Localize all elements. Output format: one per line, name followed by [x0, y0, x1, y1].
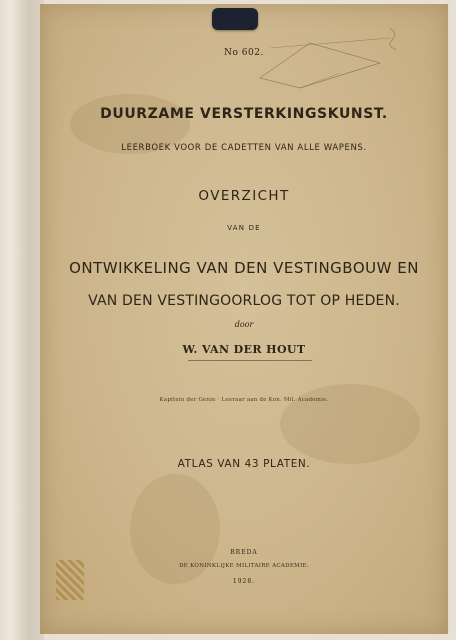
atlas-note: ATLAS VAN 43 PLATEN. — [177, 458, 311, 470]
catalog-number: No 602. — [224, 48, 264, 58]
publisher: DE KONINKLIJKE MILITAIRE ACADEMIE. — [179, 563, 309, 569]
subtitle: LEERBOEK VOOR DE CADETTEN VAN ALLE WAPENS. — [121, 143, 367, 153]
title-line-3: VAN DEN VESTINGOORLOG TOT OP HEDEN. — [88, 293, 400, 309]
title-line-2: ONTWIKKELING VAN DEN VESTINGBOUW EN — [69, 259, 419, 277]
library-stamp — [56, 560, 84, 600]
title-connector: VAN DE — [227, 224, 261, 232]
author-underline — [188, 360, 312, 361]
author-affiliation: Kapitein der Genie · Leeraar aan de Kon. Mil. Academie. — [159, 397, 329, 403]
author-name: W. VAN DER HOUT — [182, 343, 306, 356]
publication-year: 1928. — [232, 578, 256, 585]
by-label: door — [234, 320, 254, 329]
publication-city: BREDA — [230, 549, 258, 556]
title-line-1: OVERZICHT — [198, 188, 290, 204]
book-cover — [40, 4, 450, 634]
series-title: DUURZAME VERSTERKINGSKUNST. — [100, 106, 388, 122]
paper-stain — [280, 384, 420, 464]
spine-shadow — [10, 0, 44, 640]
pencil-scribble — [240, 18, 420, 98]
